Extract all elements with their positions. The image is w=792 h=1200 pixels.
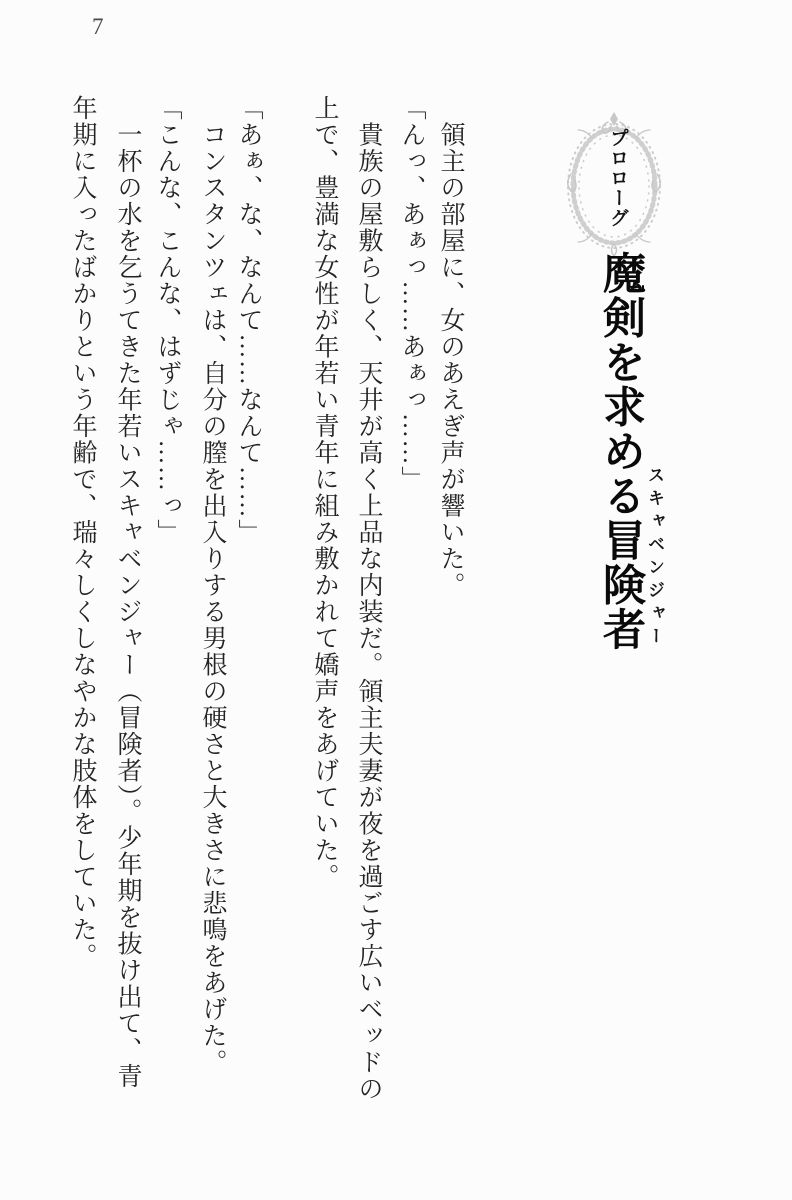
page-number: 7 — [92, 14, 104, 39]
prologue-label: プロローグ — [607, 128, 628, 228]
text-column-9: 年期に入ったばかりという年齢で、瑞々しくしなやかな肢体をしていた。 — [69, 95, 96, 970]
text-column-6: コンスタンツェは、自分の膣を出入りする男根の硬さと大きさに悲鳴をあげた。 — [199, 95, 226, 1076]
text-column-3: 貴族の屋敷らしく、天井が高く上品な内装だ。領主夫妻が夜を過ごす広いベッドの — [355, 95, 382, 1102]
text-column-2: 「んっ、あぁっ……あぁっ……」 — [398, 95, 425, 493]
chapter-title-ruby: スキャベンジャー — [645, 466, 664, 650]
text-column-1: 領主の部屋に、女のあえぎ声が響いた。 — [437, 95, 464, 599]
text-column-4: 上で、豊満な女性が年若い青年に組み敷かれて嬌声をあげていた。 — [311, 95, 338, 890]
text-column-5: 「あぁ、な、なんて……なんて……」 — [235, 95, 262, 546]
text-column-8: 一杯の水を乞うてきた年若いスキャベンジャー（冒険者）。少年期を抜け出て、青 — [114, 95, 141, 1090]
text-column-7: 「こんな、こんな、はずじゃ……っ」 — [154, 95, 181, 546]
chapter-title: 魔剣を求める冒険者 — [597, 251, 645, 652]
